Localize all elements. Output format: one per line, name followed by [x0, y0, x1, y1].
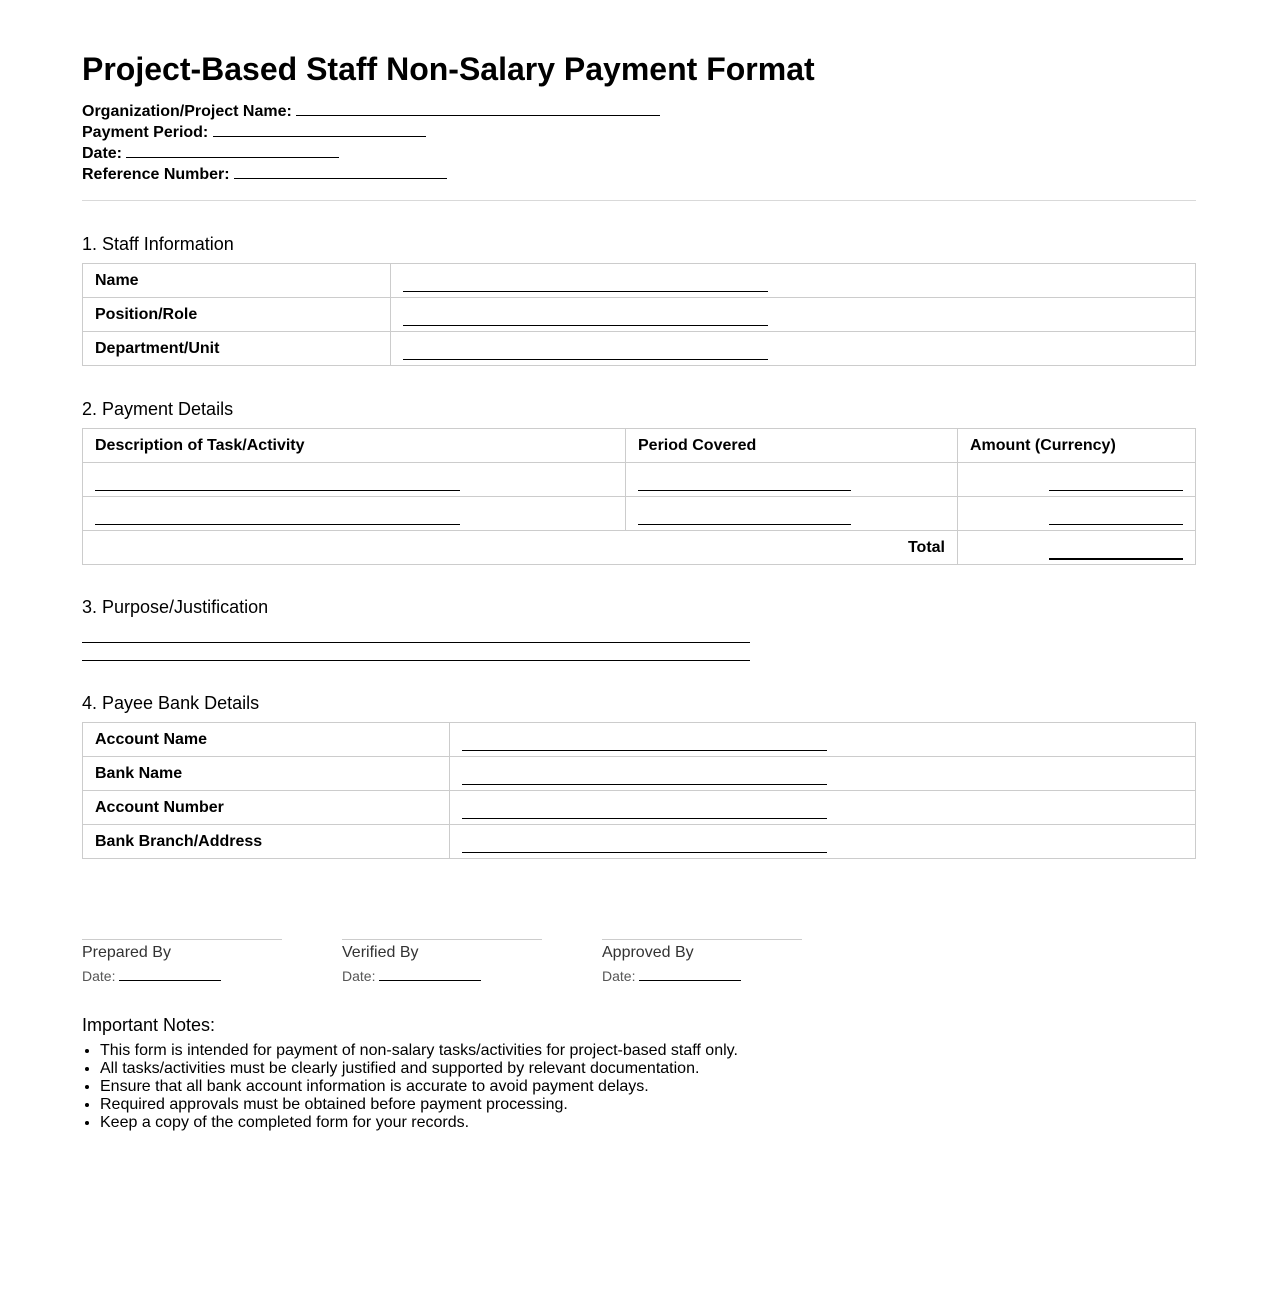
table-row	[83, 463, 1196, 497]
table-row	[83, 791, 1196, 825]
meta-date-label: Date:	[82, 145, 123, 162]
notes-heading: Important Notes:	[82, 1015, 216, 1035]
period-cell	[626, 463, 958, 497]
staff-info-table	[82, 263, 1196, 366]
signature-approved	[602, 939, 802, 984]
signature-line[interactable]	[602, 939, 802, 940]
account-name-label: Account Name	[83, 723, 450, 757]
staff-position-label: Position/Role	[83, 298, 391, 332]
column-header-period: Period Covered	[626, 429, 958, 463]
table-row	[83, 757, 1196, 791]
list-item: • Required approvals must be obtained before payment processing.	[100, 1096, 1196, 1114]
signature-title: Approved By	[602, 944, 694, 961]
table-row	[83, 332, 1196, 366]
signature-date-label: Date:	[82, 968, 116, 984]
staff-name-label: Name	[83, 264, 391, 298]
staff-info-heading: 1. Staff Information	[82, 234, 234, 254]
bank-branch-field[interactable]	[462, 830, 827, 853]
signature-date-label: Date:	[342, 968, 376, 984]
purpose-line[interactable]	[82, 622, 750, 643]
meta-date	[82, 142, 1196, 163]
total-cell	[958, 531, 1196, 565]
payment-details-table	[82, 428, 1196, 565]
period-field[interactable]	[638, 502, 851, 525]
account-number-cell	[450, 791, 1196, 825]
total-amount-field[interactable]	[1049, 536, 1183, 560]
bank-name-field[interactable]	[462, 762, 827, 785]
signature-date	[602, 968, 802, 984]
staff-department-cell	[391, 332, 1196, 366]
purpose-line[interactable]	[82, 643, 750, 661]
list-item: • All tasks/activities must be clearly justified and supported by relevant documentation.	[100, 1060, 1196, 1078]
period-field[interactable]	[638, 468, 851, 491]
amount-field[interactable]	[1049, 502, 1183, 525]
staff-name-cell	[391, 264, 1196, 298]
staff-name-field[interactable]	[403, 269, 768, 292]
description-field[interactable]	[95, 502, 460, 525]
signature-date	[82, 968, 282, 984]
signature-line[interactable]	[82, 939, 282, 940]
signature-date-field[interactable]	[379, 968, 481, 981]
table-header-row	[83, 429, 1196, 463]
amount-cell	[958, 497, 1196, 531]
description-cell	[83, 463, 626, 497]
staff-position-field[interactable]	[403, 303, 768, 326]
purpose-lines	[82, 622, 1196, 661]
bank-branch-cell	[450, 825, 1196, 859]
meta-organization-label: Organization/Project Name:	[82, 103, 292, 120]
signature-date-field[interactable]	[639, 968, 741, 981]
list-item: • Ensure that all bank account information is accurate to avoid payment delays.	[100, 1078, 1196, 1096]
signature-line[interactable]	[342, 939, 542, 940]
bank-details-table	[82, 722, 1196, 859]
meta-block	[82, 100, 1196, 184]
table-row	[83, 497, 1196, 531]
signature-date-label: Date:	[602, 968, 636, 984]
meta-reference-label: Reference Number:	[82, 166, 230, 183]
account-number-label: Account Number	[83, 791, 450, 825]
bank-details-heading: 4. Payee Bank Details	[82, 693, 260, 713]
staff-department-label: Department/Unit	[83, 332, 391, 366]
signature-date	[342, 968, 542, 984]
account-name-field[interactable]	[462, 728, 827, 751]
signature-title: Verified By	[342, 944, 419, 961]
description-field[interactable]	[95, 468, 460, 491]
date-field[interactable]	[126, 142, 339, 158]
bank-name-cell	[450, 757, 1196, 791]
header-divider	[82, 200, 1196, 201]
total-label: Total	[83, 531, 958, 565]
organization-field[interactable]	[296, 100, 660, 116]
meta-payment-period	[82, 121, 1196, 142]
period-cell	[626, 497, 958, 531]
account-number-field[interactable]	[462, 796, 827, 819]
purpose-heading: 3. Purpose/Justification	[82, 597, 269, 617]
staff-department-field[interactable]	[403, 337, 768, 360]
signature-block	[82, 939, 1196, 984]
meta-reference	[82, 163, 1196, 184]
description-cell	[83, 497, 626, 531]
table-row	[83, 825, 1196, 859]
notes-list	[82, 1042, 1196, 1132]
table-row	[83, 723, 1196, 757]
bank-name-label: Bank Name	[83, 757, 450, 791]
signature-prepared	[82, 939, 282, 984]
column-header-description: Description of Task/Activity	[83, 429, 626, 463]
list-item: • Keep a copy of the completed form for your records.	[100, 1114, 1196, 1132]
payment-details-heading: 2. Payment Details	[82, 399, 234, 419]
meta-payment-period-label: Payment Period:	[82, 124, 209, 141]
column-header-amount: Amount (Currency)	[958, 429, 1196, 463]
account-name-cell	[450, 723, 1196, 757]
amount-field[interactable]	[1049, 468, 1183, 491]
amount-cell	[958, 463, 1196, 497]
signature-date-field[interactable]	[119, 968, 221, 981]
signature-verified	[342, 939, 542, 984]
signature-title: Prepared By	[82, 944, 171, 961]
table-row	[83, 298, 1196, 332]
table-total-row	[83, 531, 1196, 565]
meta-organization	[82, 100, 1196, 121]
table-row	[83, 264, 1196, 298]
staff-position-cell	[391, 298, 1196, 332]
bank-branch-label: Bank Branch/Address	[83, 825, 450, 859]
page-title: Project-Based Staff Non-Salary Payment Format	[82, 51, 815, 87]
reference-number-field[interactable]	[234, 163, 447, 179]
list-item: • This form is intended for payment of non-salary tasks/activities for project-based staff only.	[100, 1042, 1196, 1060]
payment-period-field[interactable]	[213, 121, 426, 137]
